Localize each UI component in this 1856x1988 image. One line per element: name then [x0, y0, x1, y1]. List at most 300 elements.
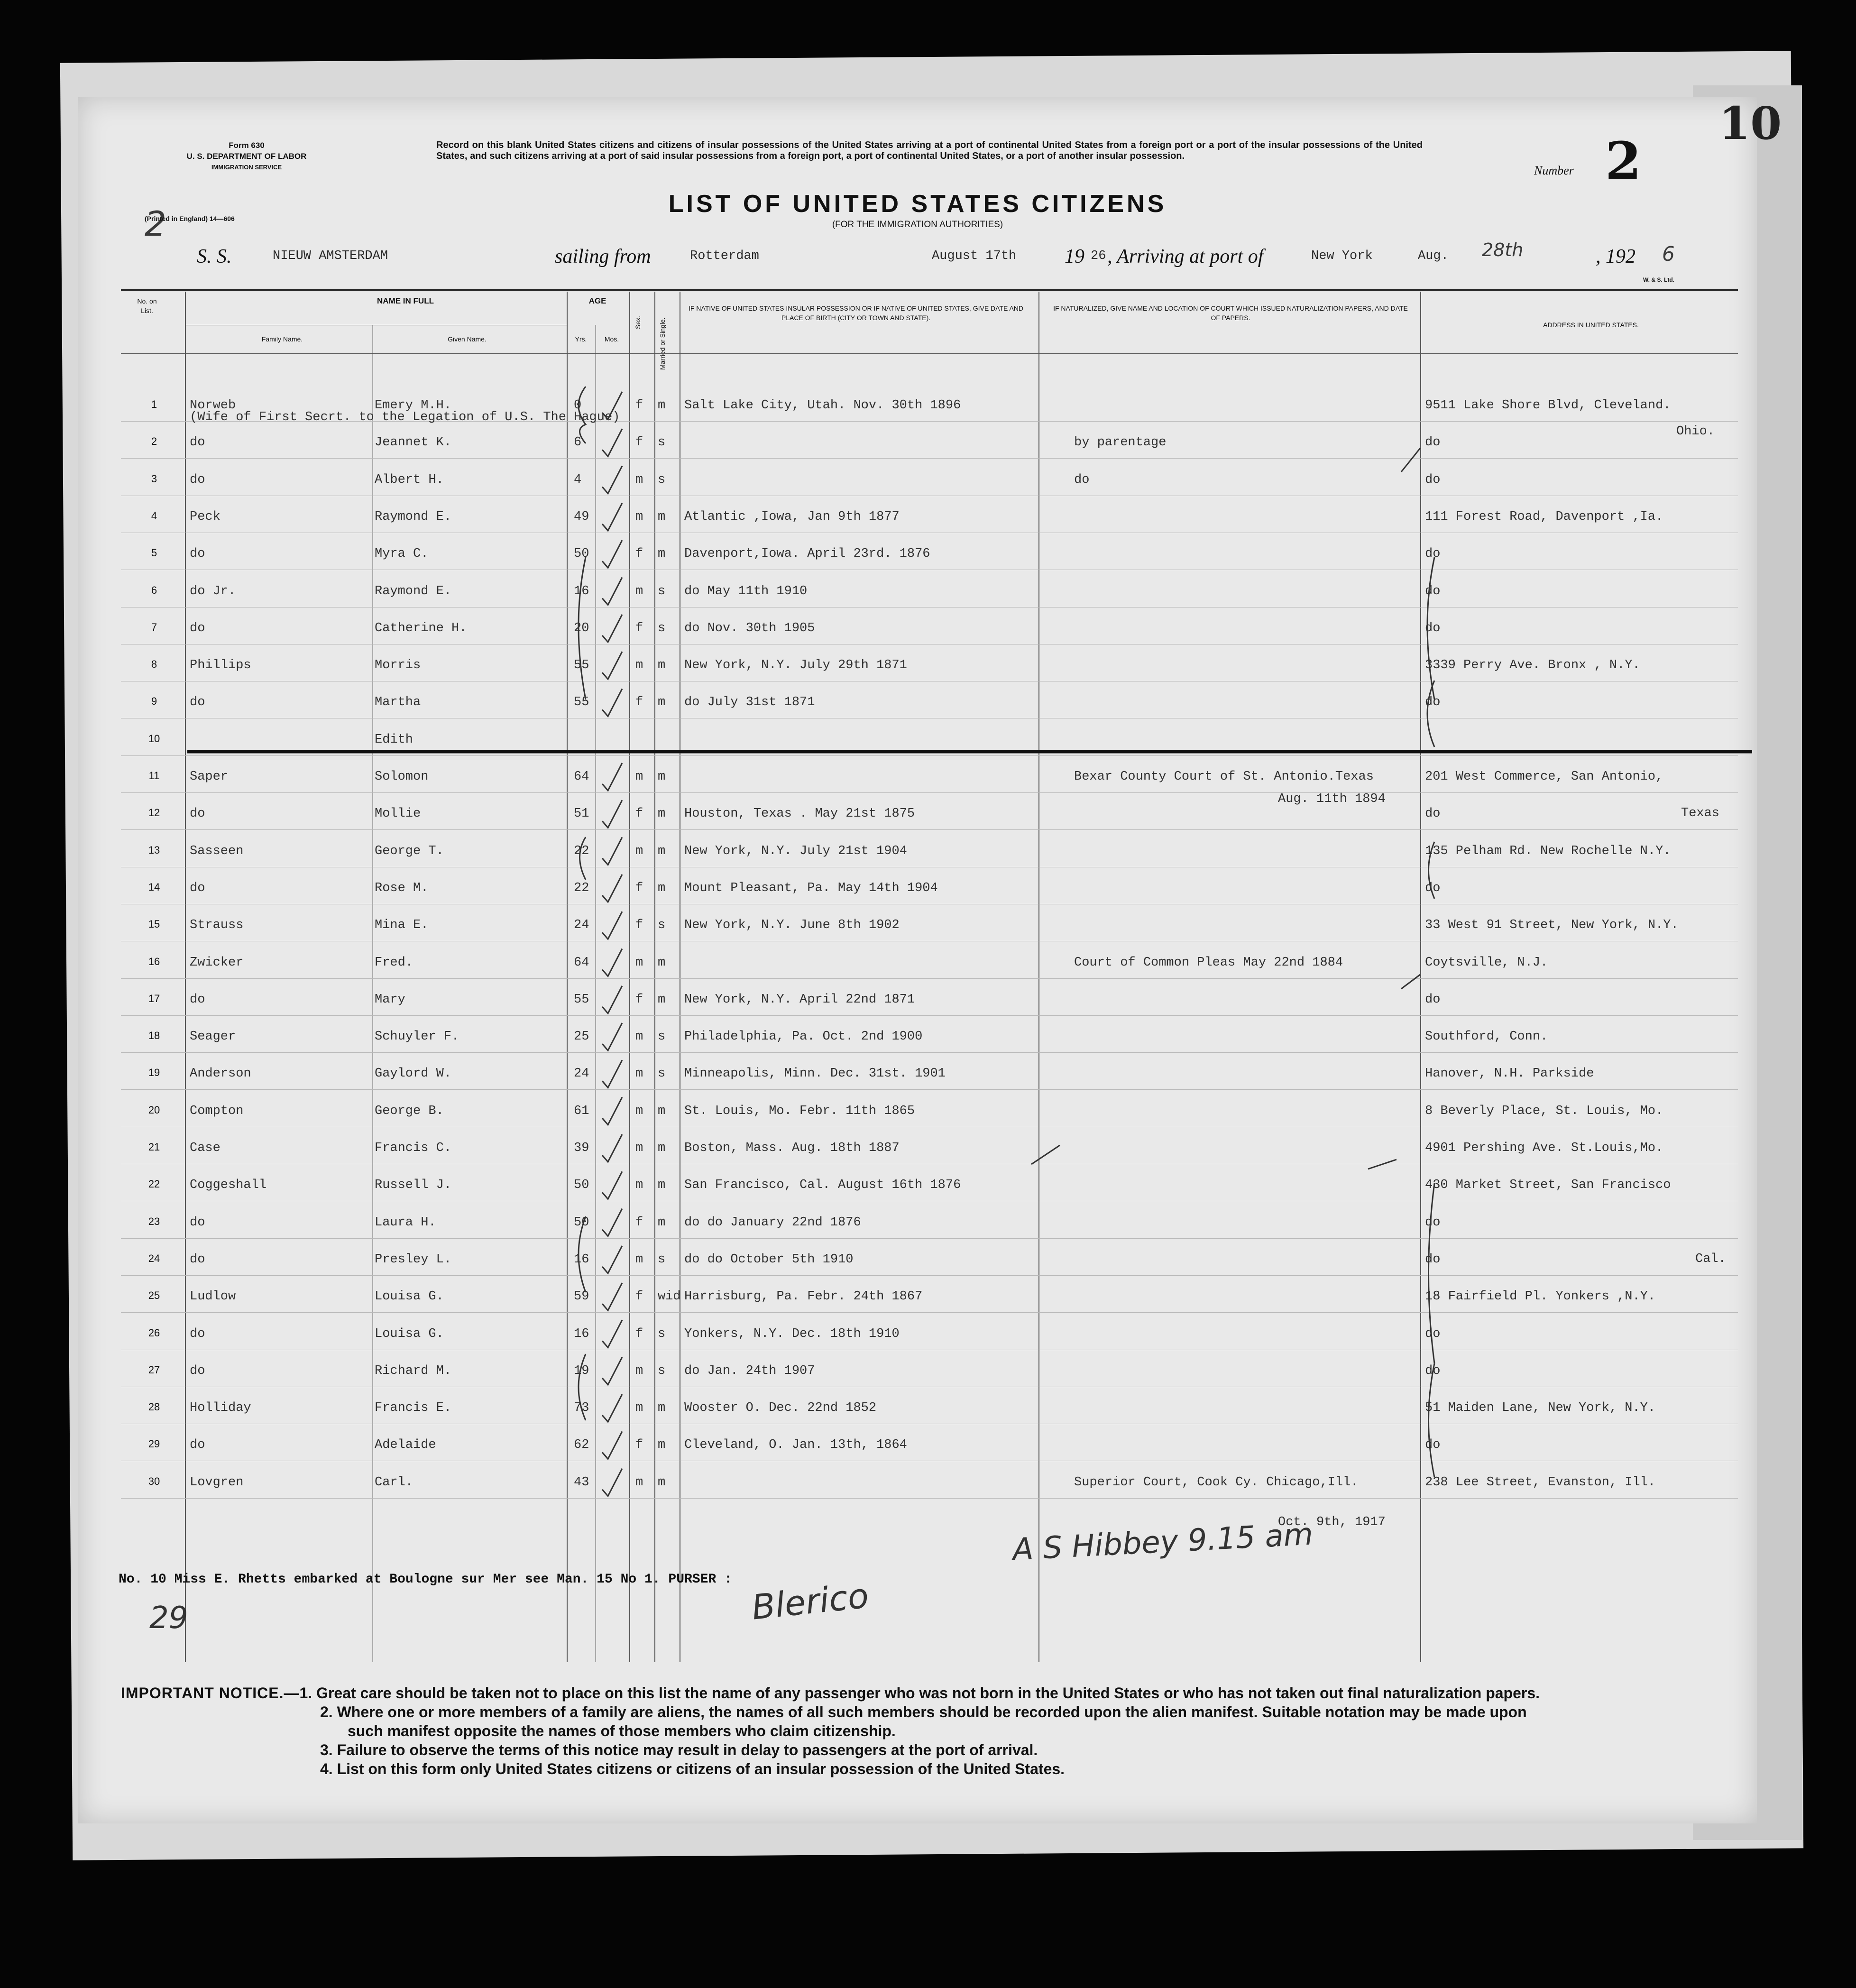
us-address: do — [1425, 547, 1441, 561]
us-address: do — [1425, 807, 1441, 821]
birth-info: Salt Lake City, Utah. Nov. 30th 1896 — [684, 398, 961, 413]
family-name: Lovgren — [190, 1475, 244, 1490]
sex: f — [635, 881, 643, 895]
check-mark — [602, 1134, 622, 1162]
sex: m — [635, 1401, 643, 1416]
check-mark — [602, 838, 622, 865]
us-address: do — [1425, 472, 1441, 487]
naturalization-info: Superior Court, Cook Cy. Chicago,Ill. — [1074, 1475, 1359, 1490]
row-number: 14 — [148, 881, 160, 893]
family-name: do Jr. — [190, 584, 236, 598]
given-name: Francis E. — [375, 1401, 452, 1416]
check-mark — [602, 949, 622, 976]
us-address: 3339 Perry Ave. Bronx , N.Y. — [1425, 658, 1640, 673]
sex: f — [635, 1289, 643, 1304]
check-mark — [602, 1246, 622, 1273]
given-name: Laura H. — [375, 1215, 436, 1230]
age-years: 50 — [574, 1215, 589, 1230]
purser-note: No. 10 Miss E. Rhetts embarked at Boulogne sur Mer see Man. 15 No 1. PURSER : — [119, 1572, 732, 1587]
us-address: Hanover, N.H. Parkside — [1425, 1067, 1594, 1081]
age-years: 59 — [574, 1289, 589, 1304]
family-name: do — [190, 807, 205, 821]
year-prefix: 19 — [1065, 246, 1084, 267]
birth-info: New York, N.Y. June 8th 1902 — [684, 918, 900, 933]
form-number: Form 630 — [229, 141, 265, 150]
row-number: 10 — [148, 732, 160, 745]
birth-info: Atlantic ,Iowa, Jan 9th 1877 — [684, 509, 900, 524]
birth-info: do do October 5th 1910 — [684, 1252, 854, 1267]
col-given-name: Given Name. — [448, 335, 487, 343]
given-name: Carl. — [375, 1475, 413, 1490]
given-name: Albert H. — [375, 472, 444, 487]
check-mark — [602, 800, 622, 828]
row-number: 28 — [148, 1401, 160, 1413]
row-number: 12 — [148, 807, 160, 819]
given-name: Raymond E. — [375, 509, 452, 524]
sex: m — [635, 1252, 643, 1267]
check-mark — [602, 652, 622, 679]
manifest-page — [78, 97, 1782, 1823]
check-mark — [602, 466, 622, 494]
col-no: No. on List. — [137, 297, 157, 314]
marital-status: s — [658, 1030, 666, 1044]
arriving-label: , Arriving at port of — [1107, 246, 1264, 267]
sex: f — [635, 992, 643, 1007]
family-name: Holliday — [190, 1401, 251, 1416]
check-mark — [602, 429, 622, 456]
row-11-address-cont: Texas — [1681, 806, 1720, 820]
sex: f — [635, 918, 643, 933]
family-name: do — [190, 547, 205, 561]
age-years: 64 — [574, 955, 589, 970]
row-number: 29 — [148, 1438, 160, 1450]
given-name: Francis C. — [375, 1141, 452, 1155]
marital-status: s — [658, 1326, 666, 1341]
check-mark — [602, 986, 622, 1013]
birth-info: Houston, Texas . May 21st 1875 — [684, 807, 915, 821]
given-name: Mina E. — [375, 918, 429, 933]
age-years: 19 — [574, 1363, 589, 1378]
col-birth: IF NATIVE OF UNITED STATES INSULAR POSSESSION OR IF NATIVE OF UNITED STATES, GIVE DATE AND PLACE OF BIRTH (CITY OR TOWN AND STATE). — [688, 304, 1024, 322]
family-name: Case — [190, 1141, 221, 1155]
col-mos: Mos. — [604, 335, 619, 343]
row-number: 25 — [148, 1289, 160, 1302]
us-address: do — [1425, 1363, 1441, 1378]
important-notice — [121, 1684, 1733, 1778]
marital-status: m — [658, 881, 666, 895]
marital-status: m — [658, 807, 666, 821]
naturalization-info: Court of Common Pleas May 22nd 1884 — [1074, 955, 1343, 970]
row-number: 8 — [151, 658, 157, 671]
birth-info: Mount Pleasant, Pa. May 14th 1904 — [684, 881, 938, 895]
birth-info: Wooster O. Dec. 22nd 1852 — [684, 1401, 877, 1416]
us-address: Southford, Conn. — [1425, 1030, 1548, 1044]
given-name: Fred. — [375, 955, 413, 970]
check-mark — [602, 763, 622, 791]
check-mark — [602, 503, 622, 531]
given-name: Mary — [375, 992, 405, 1007]
row-number: 18 — [148, 1030, 160, 1042]
us-address: 4901 Pershing Ave. St.Louis,Mo. — [1425, 1141, 1663, 1155]
row-number: 6 — [151, 584, 157, 596]
family-name: do — [190, 1252, 205, 1267]
row-number: 17 — [148, 992, 160, 1004]
page-subtitle: (FOR THE IMMIGRATION AUTHORITIES) — [832, 220, 1003, 230]
page-title: LIST OF UNITED STATES CITIZENS — [668, 190, 1167, 218]
birth-info: New York, N.Y. April 22nd 1871 — [684, 992, 915, 1007]
us-address: 201 West Commerce, San Antonio, — [1425, 770, 1663, 784]
age-years: 16 — [574, 584, 589, 598]
sex: m — [635, 509, 643, 524]
marital-status: m — [658, 1401, 666, 1416]
port-from: Rotterdam — [690, 249, 759, 263]
notice-lead: IMPORTANT NOTICE.— — [121, 1684, 300, 1702]
record-instructions: Record on this blank United States citizens and citizens of insular possessions of the United States arriving at a port of continental United States from a foreign port or a port of the insular possessions of the United States, and such citizens arriving at a port of said insular possessions from a foreign port, a port of continental United States, or a port of another insular possession. — [436, 140, 1423, 161]
marital-status: m — [658, 509, 666, 524]
marital-status: s — [658, 584, 666, 598]
marital-status: s — [658, 1067, 666, 1081]
marital-status: m — [658, 1215, 666, 1230]
row-number: 13 — [148, 844, 160, 856]
family-name: Zwicker — [190, 955, 244, 970]
us-address: do — [1425, 881, 1441, 895]
birth-info: San Francisco, Cal. August 16th 1876 — [684, 1178, 961, 1193]
us-address: 238 Lee Street, Evanston, Ill. — [1425, 1475, 1656, 1490]
marital-status: m — [658, 658, 666, 673]
age-years: 16 — [574, 1326, 589, 1341]
given-name: Myra C. — [375, 547, 429, 561]
marital-status: m — [658, 955, 666, 970]
birth-info: Minneapolis, Minn. Dec. 31st. 1901 — [684, 1067, 946, 1081]
us-address: 18 Fairfield Pl. Yonkers ,N.Y. — [1425, 1289, 1656, 1304]
us-address: do — [1425, 435, 1441, 450]
sex: m — [635, 1067, 643, 1081]
row-number: 30 — [148, 1475, 160, 1487]
row-number: 1 — [151, 398, 157, 410]
ship-name: NIEUW AMSTERDAM — [273, 249, 388, 263]
marital-status: wid — [658, 1289, 681, 1304]
row-11-naturalized-cont: Aug. 11th 1894 — [1278, 792, 1386, 806]
marital-status: m — [658, 695, 666, 710]
marital-status: s — [658, 1363, 666, 1378]
given-name: Emery M.H. — [375, 398, 452, 413]
col-name-in-full: NAME IN FULL — [377, 296, 434, 305]
marital-status: m — [658, 992, 666, 1007]
age-years: 55 — [574, 695, 589, 710]
sex: f — [635, 695, 643, 710]
birth-info: do July 31st 1871 — [684, 695, 815, 710]
family-name: do — [190, 881, 205, 895]
col-married: Married or Single. — [659, 317, 666, 370]
age-years: 22 — [574, 844, 589, 858]
check-mark — [602, 689, 622, 716]
age-years: 16 — [574, 1252, 589, 1267]
notice-item-1: IMPORTANT NOTICE.—1. Great care should be taken not to place on this list the name of any passenger who was not born in the United States or who has not taken out final naturalization papers. — [121, 1684, 1540, 1702]
birth-info: Philadelphia, Pa. Oct. 2nd 1900 — [684, 1030, 923, 1044]
family-name: Sasseen — [190, 844, 244, 858]
family-name: Norweb — [190, 398, 236, 413]
age-years: 6 — [574, 435, 582, 450]
birth-info: Boston, Mass. Aug. 18th 1887 — [684, 1141, 900, 1155]
row-number: 20 — [148, 1104, 160, 1116]
col-age: AGE — [588, 296, 606, 305]
us-address: do — [1425, 1215, 1441, 1230]
handwriting-layer — [78, 97, 1757, 1823]
family-name: do — [190, 621, 205, 635]
row-number: 9 — [151, 695, 157, 708]
sailing-label: sailing from — [555, 246, 651, 267]
check-mark — [602, 1097, 622, 1125]
age-years: 61 — [574, 1104, 589, 1118]
number-label: Number — [1534, 164, 1574, 177]
arrival-year-prefix: , 192 — [1596, 246, 1635, 267]
marital-status: m — [658, 1141, 666, 1155]
marital-status: m — [658, 1104, 666, 1118]
sex: m — [635, 770, 643, 784]
age-years: 25 — [574, 1030, 589, 1044]
col-address: ADDRESS IN UNITED STATES. — [1543, 321, 1639, 329]
sex: f — [635, 1215, 643, 1230]
row-number: 19 — [148, 1067, 160, 1079]
sex: f — [635, 621, 643, 635]
sex: m — [635, 1104, 643, 1118]
marital-status: m — [658, 547, 666, 561]
age-years: 0 — [574, 398, 582, 413]
sail-date: August 17th — [932, 249, 1017, 263]
given-name: George T. — [375, 844, 444, 858]
birth-info: Cleveland, O. Jan. 13th, 1864 — [684, 1438, 907, 1453]
given-name: Richard M. — [375, 1363, 452, 1378]
check-mark — [602, 578, 622, 605]
check-mark — [602, 1060, 622, 1087]
birth-info: do do January 22nd 1876 — [684, 1215, 861, 1230]
purser-signature: Blerico — [750, 1575, 871, 1628]
family-name: Ludlow — [190, 1289, 236, 1304]
marital-status: m — [658, 844, 666, 858]
us-address: 430 Market Street, San Francisco — [1425, 1178, 1671, 1193]
handwritten-29: 29 — [149, 1601, 188, 1636]
arrival-month: Aug. — [1418, 249, 1449, 263]
check-mark — [602, 1357, 622, 1385]
us-address: 51 Maiden Lane, New York, N.Y. — [1425, 1401, 1656, 1416]
family-name: do — [190, 1215, 205, 1230]
row-30-naturalized-cont: Oct. 9th, 1917 — [1278, 1515, 1386, 1529]
age-years: 62 — [574, 1438, 589, 1453]
given-name: Mollie — [375, 807, 421, 821]
us-address: 9511 Lake Shore Blvd, Cleveland. — [1425, 398, 1671, 413]
row-1-note: (Wife of First Secrt. to the Legation of U.S. The Hague) — [190, 410, 620, 424]
family-name: Compton — [190, 1104, 244, 1118]
check-mark — [602, 1431, 622, 1459]
family-name: do — [190, 472, 205, 487]
given-name: Adelaide — [375, 1438, 436, 1453]
row-number: 5 — [151, 547, 157, 559]
given-name: Solomon — [375, 770, 429, 784]
department-name: U. S. DEPARTMENT OF LABOR — [186, 152, 307, 161]
row-number: 4 — [151, 509, 157, 522]
arrival-day: 28th — [1482, 239, 1524, 260]
family-name: do — [190, 435, 205, 450]
sex: m — [635, 1141, 643, 1155]
marital-status: m — [658, 770, 666, 784]
check-mark — [602, 1283, 622, 1310]
age-years: 39 — [574, 1141, 589, 1155]
birth-info: New York, N.Y. July 29th 1871 — [684, 658, 907, 673]
us-address: Coytsville, N.J. — [1425, 955, 1548, 970]
naturalization-info: by parentage — [1074, 435, 1167, 450]
family-name: do — [190, 1326, 205, 1341]
sex: m — [635, 1030, 643, 1044]
sex: f — [635, 1438, 643, 1453]
age-years: 20 — [574, 621, 589, 635]
naturalization-info: do — [1074, 472, 1090, 487]
given-name: George B. — [375, 1104, 444, 1118]
age-years: 55 — [574, 992, 589, 1007]
marital-status: s — [658, 435, 666, 450]
sex: m — [635, 658, 643, 673]
sex: m — [635, 584, 643, 598]
us-address: 135 Pelham Rd. New Rochelle N.Y. — [1425, 844, 1671, 858]
us-address: do — [1425, 1252, 1441, 1267]
sex: m — [635, 472, 643, 487]
given-name: Raymond E. — [375, 584, 452, 598]
birth-info: New York, N.Y. July 21st 1904 — [684, 844, 907, 858]
us-address: do — [1425, 621, 1441, 635]
check-mark — [602, 1023, 622, 1050]
us-address: do — [1425, 1326, 1441, 1341]
sex: f — [635, 1326, 643, 1341]
marital-status: s — [658, 621, 666, 635]
handwritten-mark: 2 — [145, 204, 166, 244]
col-naturalized: IF NATURALIZED, GIVE NAME AND LOCATION OF COURT WHICH ISSUED NATURALIZATION PAPERS, AND DATE OF PAPERS. — [1053, 304, 1408, 322]
sex: f — [635, 807, 643, 821]
list-number: 2 — [1605, 130, 1642, 192]
family-name: do — [190, 695, 205, 710]
family-name: Coggeshall — [190, 1178, 267, 1193]
age-years: 64 — [574, 770, 589, 784]
inspector-signature: A S Hibbey 9.15 am — [1011, 1517, 1314, 1568]
age-years: 49 — [574, 509, 589, 524]
age-years: 51 — [574, 807, 589, 821]
age-years: 50 — [574, 547, 589, 561]
given-name: Catherine H. — [375, 621, 467, 635]
row-number: 16 — [148, 955, 160, 967]
us-address: 8 Beverly Place, St. Louis, Mo. — [1425, 1104, 1663, 1118]
printer-mark: W. & S. Ltd. — [1643, 276, 1674, 283]
row-number: 26 — [148, 1326, 160, 1339]
family-name: Peck — [190, 509, 221, 524]
check-mark — [602, 1209, 622, 1236]
age-years: 73 — [574, 1401, 589, 1416]
row-number: 7 — [151, 621, 157, 633]
marital-status: m — [658, 1178, 666, 1193]
notice-item-4: 4. List on this form only United States citizens or citizens of an insular possession of the United States. — [320, 1760, 1065, 1777]
row-number: 2 — [151, 435, 157, 448]
family-name: do — [190, 1363, 205, 1378]
family-name: Phillips — [190, 658, 251, 673]
ss-label: S. S. — [197, 246, 232, 267]
check-mark — [602, 615, 622, 642]
check-mark — [602, 1469, 622, 1496]
marital-status: m — [658, 398, 666, 413]
us-address: do — [1425, 1438, 1441, 1453]
given-name: Gaylord W. — [375, 1067, 452, 1081]
birth-info: do Jan. 24th 1907 — [684, 1363, 815, 1378]
row-22-address-cont: Cal. — [1695, 1252, 1726, 1266]
row-number: 24 — [148, 1252, 160, 1264]
marital-status: s — [658, 1252, 666, 1267]
marital-status: m — [658, 1438, 666, 1453]
row-number: 27 — [148, 1363, 160, 1376]
family-name: Strauss — [190, 918, 244, 933]
check-mark — [602, 1320, 622, 1348]
row-1-address-cont: Ohio. — [1676, 424, 1715, 439]
check-mark — [602, 911, 622, 939]
family-name: Anderson — [190, 1067, 251, 1081]
col-family-name: Family Name. — [261, 335, 303, 343]
sail-year: 26 — [1091, 249, 1106, 263]
notice-item-2-cont: such manifest opposite the names of those members who claim citizenship. — [348, 1722, 896, 1740]
sex: m — [635, 1178, 643, 1193]
given-name: Rose M. — [375, 881, 429, 895]
check-mark — [602, 1394, 622, 1422]
sex: f — [635, 547, 643, 561]
age-years: 24 — [574, 918, 589, 933]
birth-info: St. Louis, Mo. Febr. 11th 1865 — [684, 1104, 915, 1118]
sex: f — [635, 435, 643, 450]
birth-info: Harrisburg, Pa. Febr. 24th 1867 — [684, 1289, 923, 1304]
sex: m — [635, 1475, 643, 1490]
family-name: do — [190, 992, 205, 1007]
col-sex: Sex. — [634, 316, 642, 330]
notice-item-2: 2. Where one or more members of a family are aliens, the names of all such members should be recorded upon the alien manifest. Suitable notation may be made upon — [320, 1703, 1527, 1721]
given-name: Louisa G. — [375, 1289, 444, 1304]
row-number: 3 — [151, 472, 157, 485]
row-number: 11 — [148, 770, 160, 782]
arrival-year: 6 — [1662, 242, 1675, 266]
given-name: Morris — [375, 658, 421, 673]
family-name: do — [190, 1438, 205, 1453]
age-years: 43 — [574, 1475, 589, 1490]
row-number: 21 — [148, 1141, 160, 1153]
given-name: Edith — [375, 732, 413, 747]
col-yrs: Yrs. — [575, 335, 587, 343]
given-name: Schuyler F. — [375, 1030, 459, 1044]
age-years: 24 — [574, 1067, 589, 1081]
birth-info: Davenport,Iowa. April 23rd. 1876 — [684, 547, 930, 561]
naturalization-info: Bexar County Court of St. Antonio.Texas — [1074, 770, 1374, 784]
given-name: Presley L. — [375, 1252, 452, 1267]
check-mark — [602, 540, 622, 568]
birth-info: Yonkers, N.Y. Dec. 18th 1910 — [684, 1326, 900, 1341]
row-number: 22 — [148, 1178, 160, 1190]
family-name: Seager — [190, 1030, 236, 1044]
age-years: 22 — [574, 881, 589, 895]
printer-tag: (Printed in England) 14—606 — [145, 215, 235, 222]
port-to: New York — [1311, 249, 1373, 263]
birth-info: do May 11th 1910 — [684, 584, 808, 598]
marital-status: m — [658, 1475, 666, 1490]
sex: f — [635, 398, 643, 413]
corner-page-mark: 10 — [1719, 97, 1782, 150]
sex: m — [635, 844, 643, 858]
service-name: IMMIGRATION SERVICE — [211, 164, 282, 171]
family-name: Saper — [190, 770, 229, 784]
marital-status: s — [658, 472, 666, 487]
age-years: 50 — [574, 1178, 589, 1193]
marital-status: s — [658, 918, 666, 933]
us-address: do — [1425, 992, 1441, 1007]
